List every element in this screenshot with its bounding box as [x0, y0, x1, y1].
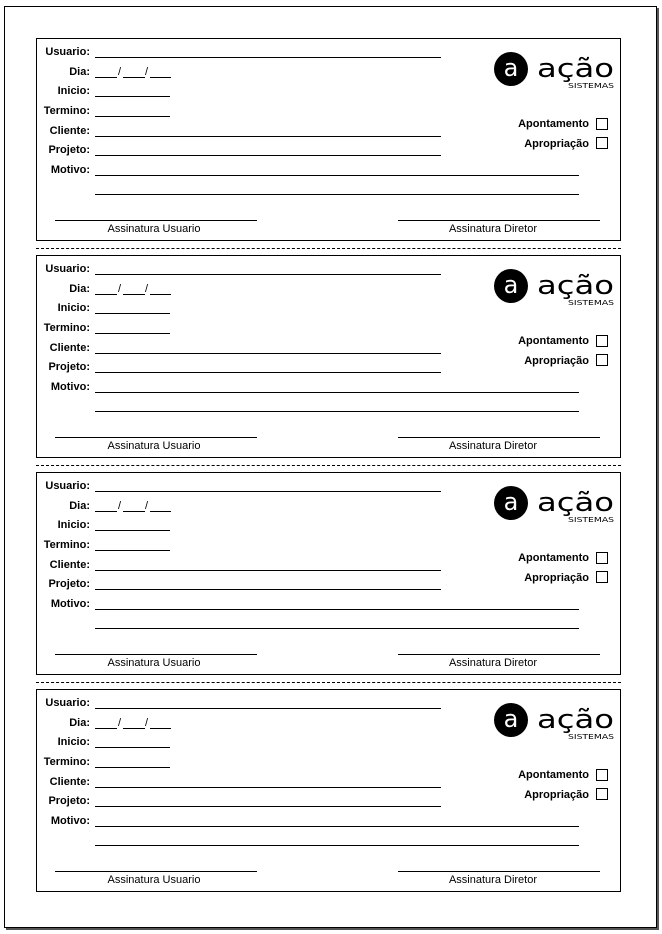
field-termino[interactable] — [95, 767, 170, 768]
apropriacao-checkbox[interactable] — [596, 788, 608, 800]
date-day-field[interactable] — [95, 294, 117, 295]
label-cliente: Cliente: — [49, 776, 90, 788]
apontamento-label: Apontamento — [518, 118, 589, 130]
apontamento-checkbox[interactable] — [596, 552, 608, 564]
field-projeto[interactable] — [95, 589, 441, 590]
date-separator: / — [118, 500, 122, 512]
field-motivo[interactable] — [95, 826, 579, 827]
date-month-field[interactable] — [123, 728, 145, 729]
label-cliente: Cliente: — [49, 342, 90, 354]
signature-diretor-line[interactable] — [398, 437, 600, 438]
date-day-field[interactable] — [95, 511, 117, 512]
field-motivo[interactable] — [95, 175, 579, 176]
label-termino: Termino: — [43, 539, 90, 551]
apropriacao-label: Apropriação — [524, 138, 589, 150]
logo-word: ação — [537, 54, 614, 84]
label-usuario: Usuario: — [45, 480, 90, 492]
date-separator: / — [145, 500, 149, 512]
date-month-field[interactable] — [123, 77, 145, 78]
apontamento-checkbox[interactable] — [596, 769, 608, 781]
date-day-field[interactable] — [95, 728, 117, 729]
apropriacao-label: Apropriação — [524, 572, 589, 584]
logo-sub: SISTEMAS — [568, 299, 615, 307]
cut-line — [36, 682, 621, 683]
logo-sub: SISTEMAS — [568, 82, 615, 90]
logo-mark: a — [503, 488, 519, 516]
signature-diretor-line[interactable] — [398, 654, 600, 655]
label-termino: Termino: — [43, 322, 90, 334]
date-day-field[interactable] — [95, 77, 117, 78]
label-motivo: Motivo: — [50, 598, 90, 610]
logo-mark: a — [503, 705, 519, 733]
date-month-field[interactable] — [123, 511, 145, 512]
date-month-field[interactable] — [123, 294, 145, 295]
date-separator: / — [145, 283, 149, 295]
logo-mark: a — [503, 271, 519, 299]
apontamento-checkbox[interactable] — [596, 335, 608, 347]
date-separator: / — [118, 717, 122, 729]
signature-usuario-line[interactable] — [55, 871, 257, 872]
field-motivo[interactable] — [95, 392, 579, 393]
signature-diretor-label: Assinatura Diretor — [448, 223, 538, 235]
field-inicio[interactable] — [95, 96, 170, 97]
label-dia: Dia: — [69, 283, 90, 295]
timesheet-form — [36, 255, 621, 458]
timesheet-form — [36, 689, 621, 892]
signature-usuario-label: Assinatura Usuario — [107, 223, 201, 235]
field-projeto[interactable] — [95, 372, 441, 373]
field-cliente[interactable] — [95, 353, 441, 354]
field-motivo[interactable] — [95, 609, 579, 610]
label-projeto: Projeto: — [48, 795, 90, 807]
label-termino: Termino: — [43, 756, 90, 768]
field-cliente[interactable] — [95, 136, 441, 137]
label-usuario: Usuario: — [45, 697, 90, 709]
field-inicio[interactable] — [95, 747, 170, 748]
logo-mark: a — [503, 54, 519, 82]
date-separator: / — [145, 66, 149, 78]
label-usuario: Usuario: — [45, 263, 90, 275]
apropriacao-checkbox[interactable] — [596, 137, 608, 149]
field-usuario[interactable] — [95, 57, 441, 58]
signature-usuario-label: Assinatura Usuario — [107, 874, 201, 886]
date-year-field[interactable] — [150, 77, 171, 78]
date-year-field[interactable] — [150, 294, 171, 295]
acao-sistemas-logo — [493, 47, 618, 91]
label-dia: Dia: — [69, 500, 90, 512]
date-year-field[interactable] — [150, 728, 171, 729]
label-projeto: Projeto: — [48, 578, 90, 590]
acao-sistemas-logo — [493, 481, 618, 525]
logo-word: ação — [537, 705, 614, 735]
signature-diretor-label: Assinatura Diretor — [448, 874, 538, 886]
apontamento-checkbox[interactable] — [596, 118, 608, 130]
label-dia: Dia: — [69, 717, 90, 729]
signature-diretor-line[interactable] — [398, 220, 600, 221]
label-motivo: Motivo: — [50, 815, 90, 827]
signature-usuario-label: Assinatura Usuario — [107, 657, 201, 669]
label-inicio: Inicio: — [57, 85, 90, 97]
logo-sub: SISTEMAS — [568, 733, 615, 741]
cut-line — [36, 248, 621, 249]
label-usuario: Usuario: — [45, 46, 90, 58]
field-motivo-line-2[interactable] — [95, 845, 579, 846]
logo-word: ação — [537, 271, 614, 301]
field-motivo-line-2[interactable] — [95, 411, 579, 412]
field-projeto[interactable] — [95, 806, 441, 807]
cut-line — [36, 465, 621, 466]
date-year-field[interactable] — [150, 511, 171, 512]
signature-diretor-line[interactable] — [398, 871, 600, 872]
label-inicio: Inicio: — [57, 519, 90, 531]
signature-diretor-label: Assinatura Diretor — [448, 657, 538, 669]
field-cliente[interactable] — [95, 570, 441, 571]
acao-sistemas-logo — [493, 264, 618, 308]
acao-sistemas-logo — [493, 698, 618, 742]
signature-usuario-line[interactable] — [55, 220, 257, 221]
timesheet-form — [36, 38, 621, 241]
signature-usuario-line[interactable] — [55, 654, 257, 655]
label-inicio: Inicio: — [57, 736, 90, 748]
apropriacao-checkbox[interactable] — [596, 354, 608, 366]
label-motivo: Motivo: — [50, 164, 90, 176]
date-separator: / — [118, 66, 122, 78]
field-termino[interactable] — [95, 333, 170, 334]
label-dia: Dia: — [69, 66, 90, 78]
field-cliente[interactable] — [95, 787, 441, 788]
field-termino[interactable] — [95, 116, 170, 117]
label-projeto: Projeto: — [48, 361, 90, 373]
field-inicio[interactable] — [95, 530, 170, 531]
field-usuario[interactable] — [95, 274, 441, 275]
apropriacao-label: Apropriação — [524, 789, 589, 801]
timesheet-form — [36, 472, 621, 675]
field-usuario[interactable] — [95, 708, 441, 709]
apropriacao-label: Apropriação — [524, 355, 589, 367]
apontamento-label: Apontamento — [518, 335, 589, 347]
field-termino[interactable] — [95, 550, 170, 551]
label-cliente: Cliente: — [49, 125, 90, 137]
field-usuario[interactable] — [95, 491, 441, 492]
apropriacao-checkbox[interactable] — [596, 571, 608, 583]
label-motivo: Motivo: — [50, 381, 90, 393]
label-termino: Termino: — [43, 105, 90, 117]
field-projeto[interactable] — [95, 155, 441, 156]
signature-usuario-label: Assinatura Usuario — [107, 440, 201, 452]
date-separator: / — [145, 717, 149, 729]
logo-word: ação — [537, 488, 614, 518]
logo-sub: SISTEMAS — [568, 516, 615, 524]
signature-usuario-line[interactable] — [55, 437, 257, 438]
apontamento-label: Apontamento — [518, 769, 589, 781]
label-inicio: Inicio: — [57, 302, 90, 314]
apontamento-label: Apontamento — [518, 552, 589, 564]
field-motivo-line-2[interactable] — [95, 628, 579, 629]
label-cliente: Cliente: — [49, 559, 90, 571]
label-projeto: Projeto: — [48, 144, 90, 156]
date-separator: / — [118, 283, 122, 295]
signature-diretor-label: Assinatura Diretor — [448, 440, 538, 452]
field-inicio[interactable] — [95, 313, 170, 314]
field-motivo-line-2[interactable] — [95, 194, 579, 195]
